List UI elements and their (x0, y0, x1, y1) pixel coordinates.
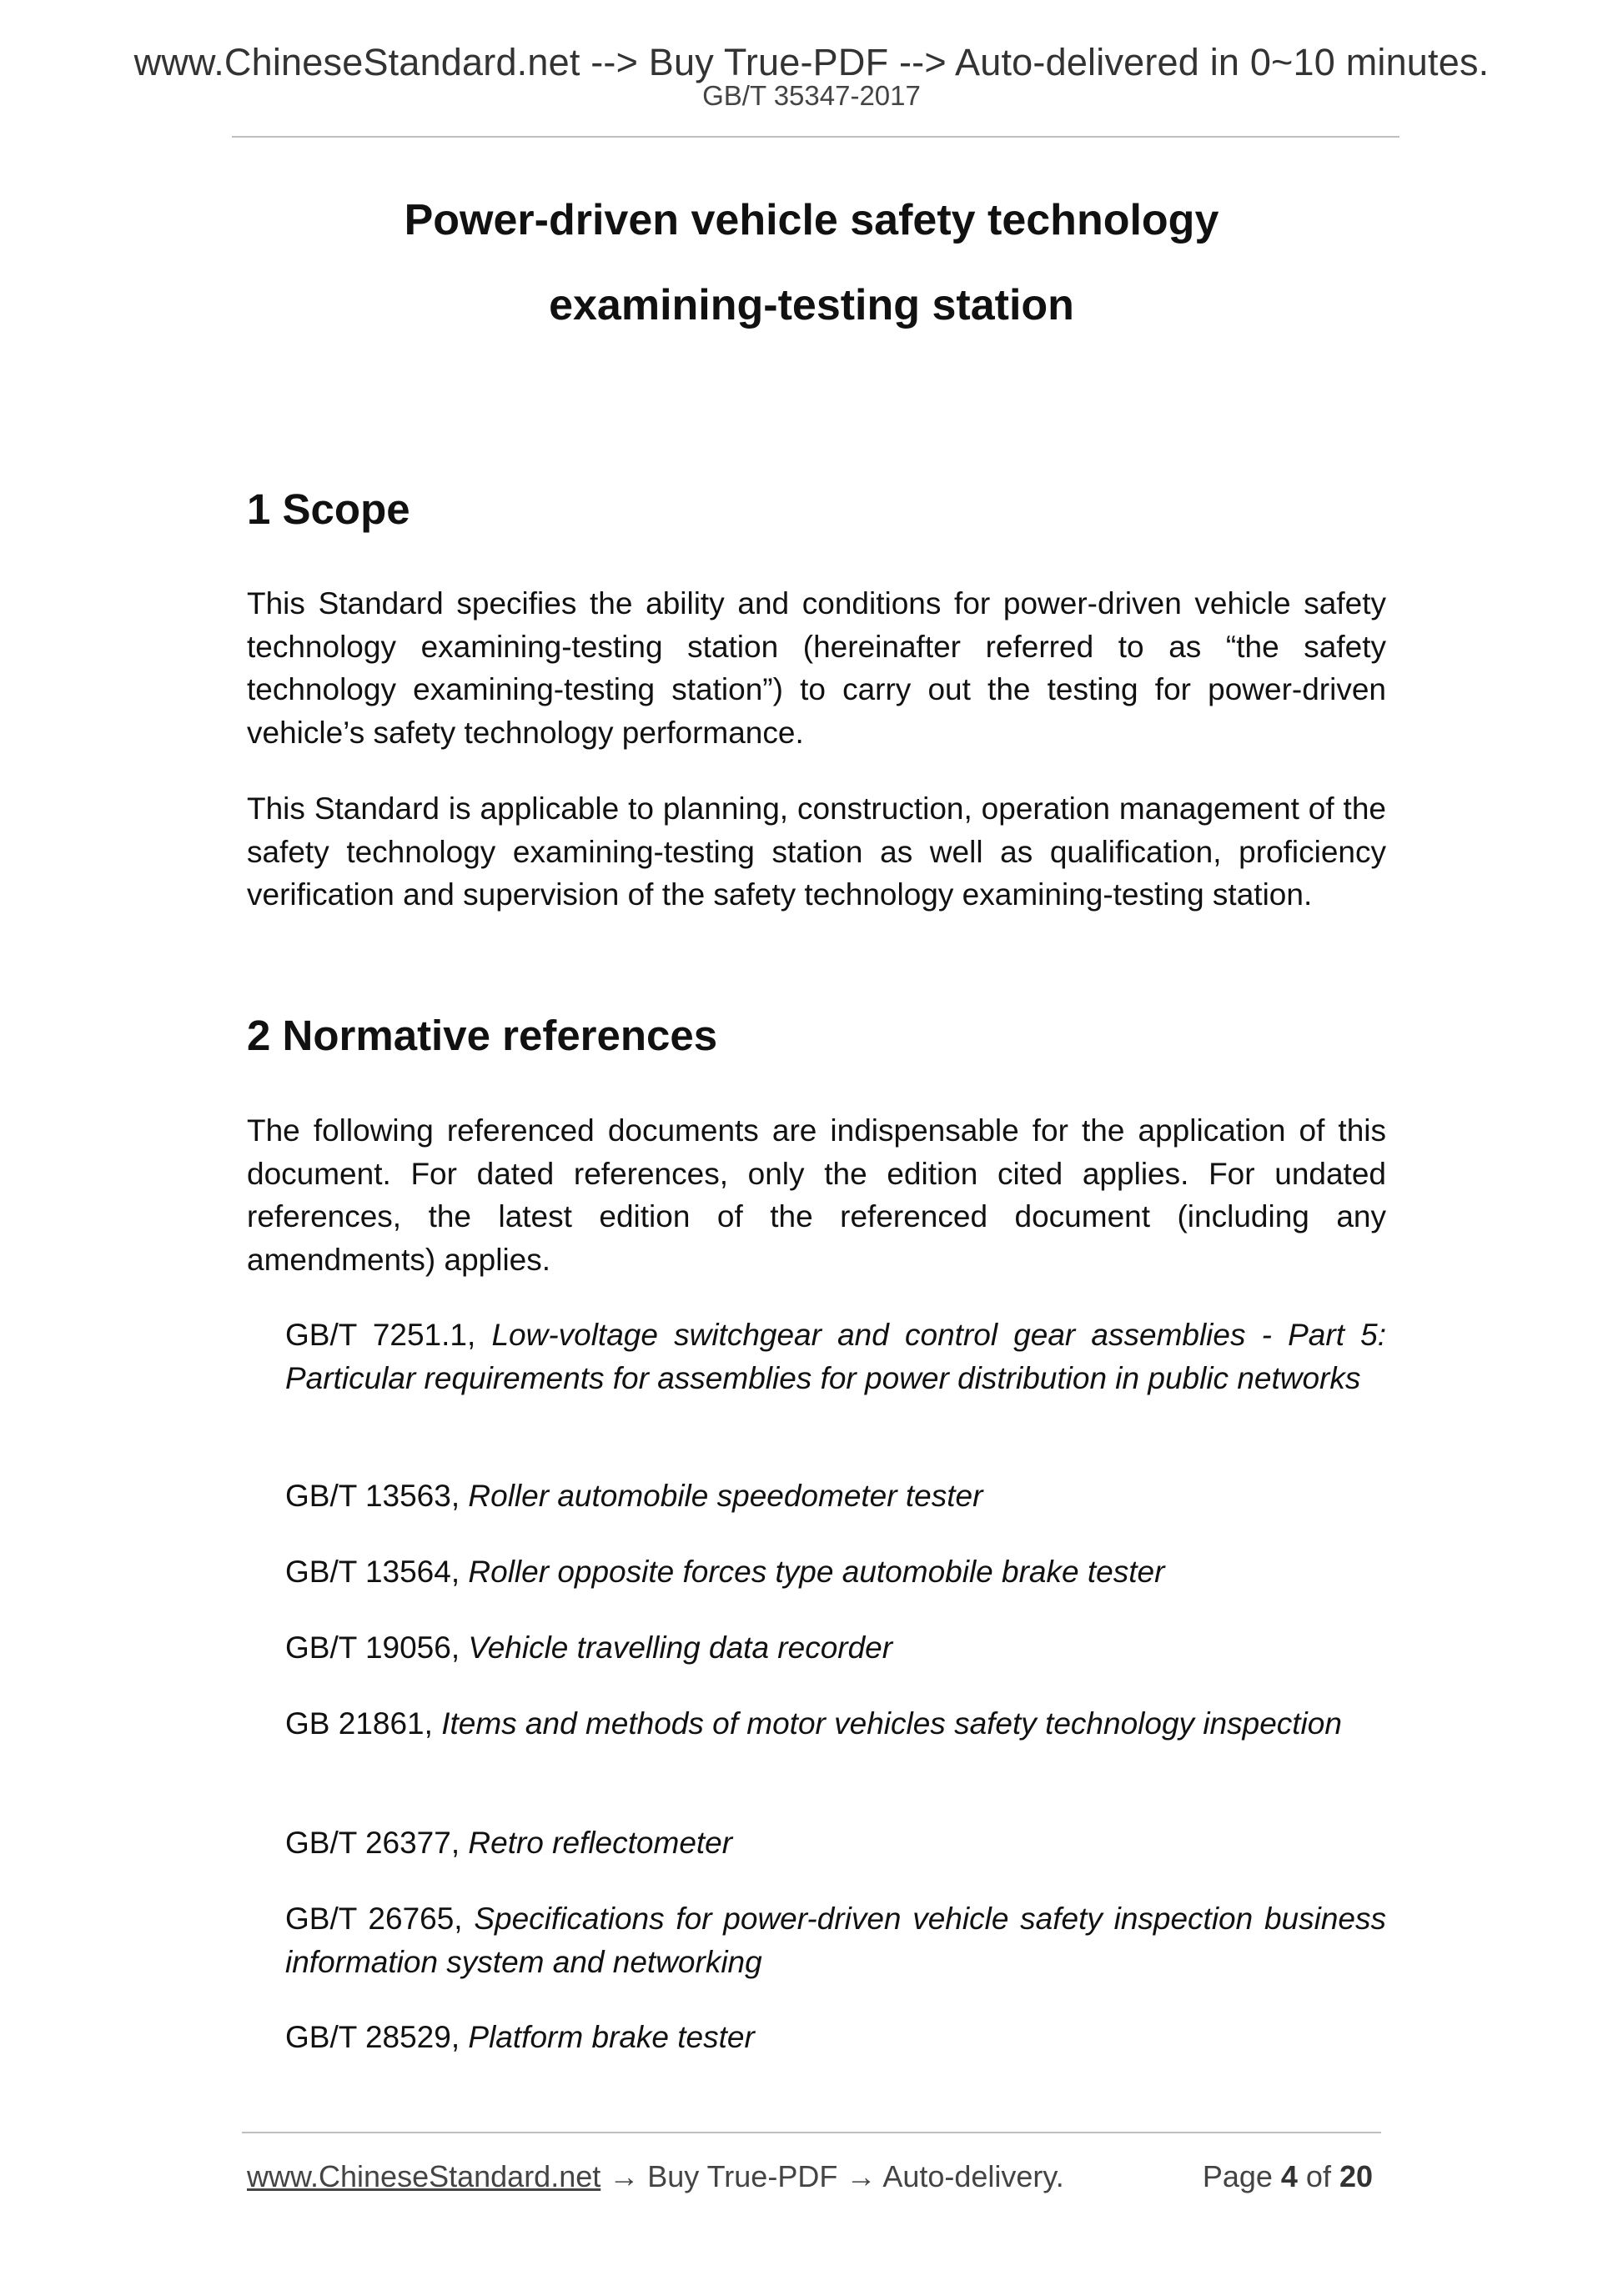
standard-code: GB/T 35347-2017 (702, 80, 921, 111)
reference-code: GB/T 26765, (285, 1902, 475, 1936)
reference-code: GB 21861, (285, 1706, 442, 1741)
of-word: of (1297, 2159, 1339, 2193)
reference-item (285, 1626, 1386, 1670)
reference-item (285, 1550, 1386, 1594)
reference-title: Low-voltage switchgear and control gear assemblies - Part 5: Particular requirements for assemblies for power distribution in public networks (285, 1318, 1386, 1395)
total-pages: 20 (1339, 2159, 1373, 2193)
reference-code: GB/T 28529, (285, 2020, 469, 2054)
reference-title: Vehicle travelling data recorder (468, 1630, 893, 1665)
page-indicator (1202, 2159, 1373, 2193)
reference-item (285, 1897, 1386, 1983)
reference-title: Roller automobile speedometer tester (468, 1479, 983, 1513)
reference-title: Platform brake tester (468, 2020, 755, 2054)
page-word: Page (1202, 2159, 1281, 2193)
scope-paragraph-1: This Standard specifies the ability and conditions for power-driven vehicle safety technology examining-testing station (hereinafter referred to as “the safety technology examining-testing station”) to carry out the testing for power-driven vehicle’s safety technology performance. (247, 586, 1386, 750)
footer-divider (242, 2132, 1381, 2133)
reference-title: Roller opposite forces type automobile brake tester (468, 1555, 1165, 1589)
scope-paragraph-2: This Standard is applicable to planning, construction, operation management of the safety technology examining-testing station as well as qualification, proficiency verification and supervision of the safety technology examining-testing station. (247, 791, 1386, 912)
reference-title: Items and methods of motor vehicles safety technology inspection (441, 1706, 1342, 1741)
reference-code: GB/T 13563, (285, 1479, 469, 1513)
section-heading-normative-references: 2 Normative references (247, 1012, 718, 1059)
references-intro-paragraph: The following referenced documents are indispensable for the application of this document. For dated references, only the edition cited applies. For undated references, the latest edition of the referenced document (including any amendments) applies. (247, 1113, 1386, 1277)
footer-tagline: → Buy True-PDF → Auto-delivery. (600, 2159, 1064, 2193)
footer-site-link[interactable]: www.ChineseStandard.net (247, 2159, 601, 2193)
reference-title: Specifications for power-driven vehicle safety inspection business information system and networking (285, 1902, 1386, 1979)
reference-title: Retro reflectometer (468, 1826, 733, 1860)
reference-code: GB/T 13564, (285, 1555, 469, 1589)
reference-item (285, 1702, 1386, 1746)
page-number: 4 (1280, 2159, 1298, 2193)
header-divider (232, 136, 1399, 138)
document-title-line-1: Power-driven vehicle safety technology (404, 196, 1219, 244)
reference-item (285, 1821, 1386, 1865)
reference-item (285, 1475, 1386, 1518)
header-banner: www.ChineseStandard.net --> Buy True-PDF --> Auto-delivered in 0~10 minutes. (133, 41, 1490, 83)
section-heading-scope: 1 Scope (247, 485, 410, 533)
document-title-line-2: examining-testing station (549, 281, 1074, 329)
reference-code: GB/T 19056, (285, 1630, 469, 1665)
reference-code: GB/T 7251.1, (285, 1318, 492, 1352)
reference-item (285, 1314, 1386, 1399)
reference-code: GB/T 26377, (285, 1826, 469, 1860)
footer (247, 2159, 1373, 2193)
reference-item (285, 2016, 1386, 2059)
